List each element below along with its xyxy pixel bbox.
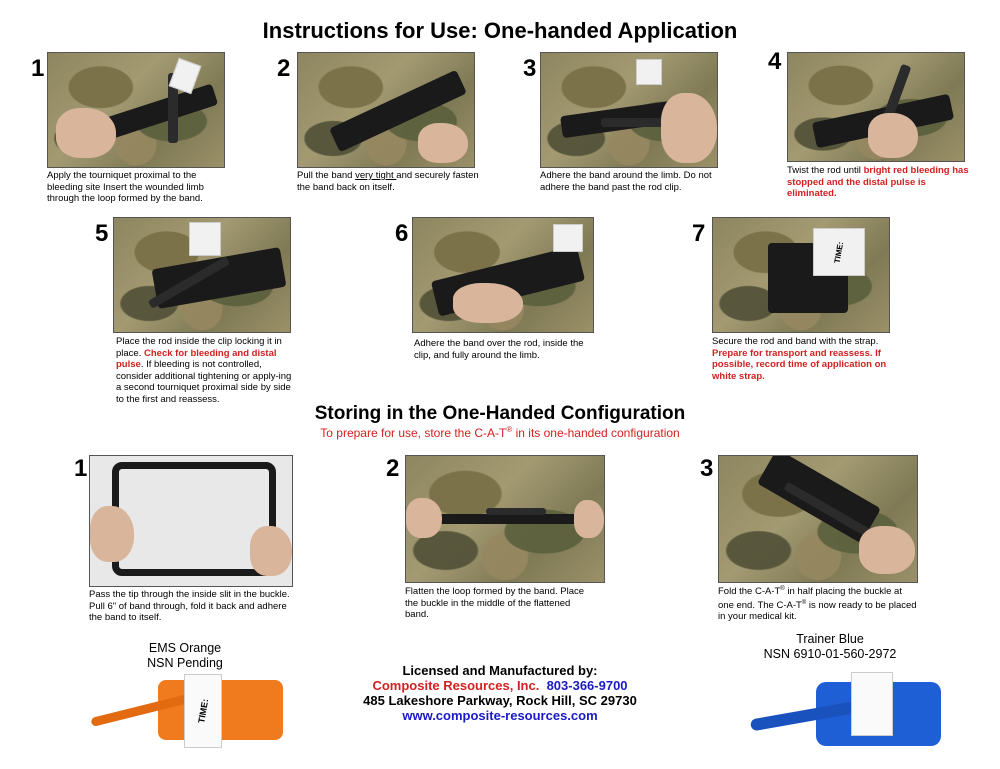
step-number: 4 bbox=[768, 48, 782, 75]
strap-time-label: TIME: bbox=[832, 240, 846, 264]
step-number: 2 bbox=[277, 55, 291, 82]
orange-tourniquet-image bbox=[88, 672, 288, 754]
step-caption: Apply the tourniquet proximal to the bleeding site Insert the wounded limb through the loop formed by the band. bbox=[47, 170, 204, 204]
step-photo bbox=[540, 52, 718, 168]
step-number: 3 bbox=[523, 55, 537, 82]
section-title: Storing in the One-Handed Configuration bbox=[314, 403, 686, 424]
storing-step-number: 3 bbox=[700, 455, 714, 482]
section-note: To prepare for use, store the C-A-T® in its one-handed configuration bbox=[320, 425, 680, 440]
license-company: Composite Resources, Inc. 803-366-9700 bbox=[372, 678, 628, 693]
step-caption: Twist the rod until bright red bleeding has stopped and the distal pulse is eliminated. bbox=[787, 165, 969, 199]
blue-tourniquet-image bbox=[746, 670, 946, 760]
step-number: 5 bbox=[95, 220, 109, 247]
storing-step-number: 2 bbox=[386, 455, 400, 482]
page-title: Instructions for Use: One-handed Application bbox=[262, 18, 738, 43]
step-number: 1 bbox=[31, 55, 45, 82]
license-block bbox=[350, 663, 650, 723]
storing-caption: Fold the C-A-T® in half placing the buckle at one end. The C-A-T® is now ready to be placed in your medical kit. bbox=[718, 586, 917, 623]
step-photo bbox=[47, 52, 225, 168]
license-address: 485 Lakeshore Parkway, Rock Hill, SC 29730 bbox=[363, 693, 637, 708]
storing-caption: Pass the tip through the inside slit in the buckle. Pull 6" of band through, fold it back and adhere the band to itself. bbox=[89, 589, 290, 623]
storing-caption: Flatten the loop formed by the band. Place the buckle in the middle of the flattened band. bbox=[405, 586, 585, 620]
step-caption: Adhere the band over the rod, inside the clip, and fully around the limb. bbox=[414, 338, 584, 361]
product-orange-label: EMS Orange NSN Pending bbox=[147, 641, 223, 670]
storing-step-number: 1 bbox=[74, 455, 88, 482]
step-photo bbox=[297, 52, 475, 168]
step-caption: Place the rod inside the clip locking it in place. Check for bleeding and distal pulse. If bleeding is not controlled, consider additional tightening or apply-ing a second tourniquet proximal side by side to the first and reassess. bbox=[116, 336, 292, 405]
storing-photo bbox=[718, 455, 918, 583]
storing-photo bbox=[405, 455, 605, 583]
license-title: Licensed and Manufactured by: bbox=[402, 663, 598, 678]
step-photo bbox=[787, 52, 965, 162]
step-number: 6 bbox=[395, 220, 409, 247]
step-photo bbox=[113, 217, 291, 333]
product-blue-label: Trainer Blue NSN 6910-01-560-2972 bbox=[763, 632, 897, 661]
step-caption: Secure the rod and band with the strap. Prepare for transport and reassess. If possible, record time of application on white strap. bbox=[712, 336, 887, 382]
license-website[interactable]: www.composite-resources.com bbox=[402, 708, 598, 723]
step-photo bbox=[412, 217, 594, 333]
step-caption: Adhere the band around the limb. Do not adhere the band past the rod clip. bbox=[540, 170, 712, 193]
strap-time-label: TIME: bbox=[195, 698, 211, 724]
step-caption: Pull the band very tight and securely fasten the band back on itself. bbox=[297, 170, 479, 193]
step-photo bbox=[712, 217, 890, 333]
step-number: 7 bbox=[692, 220, 706, 247]
storing-photo bbox=[89, 455, 293, 587]
